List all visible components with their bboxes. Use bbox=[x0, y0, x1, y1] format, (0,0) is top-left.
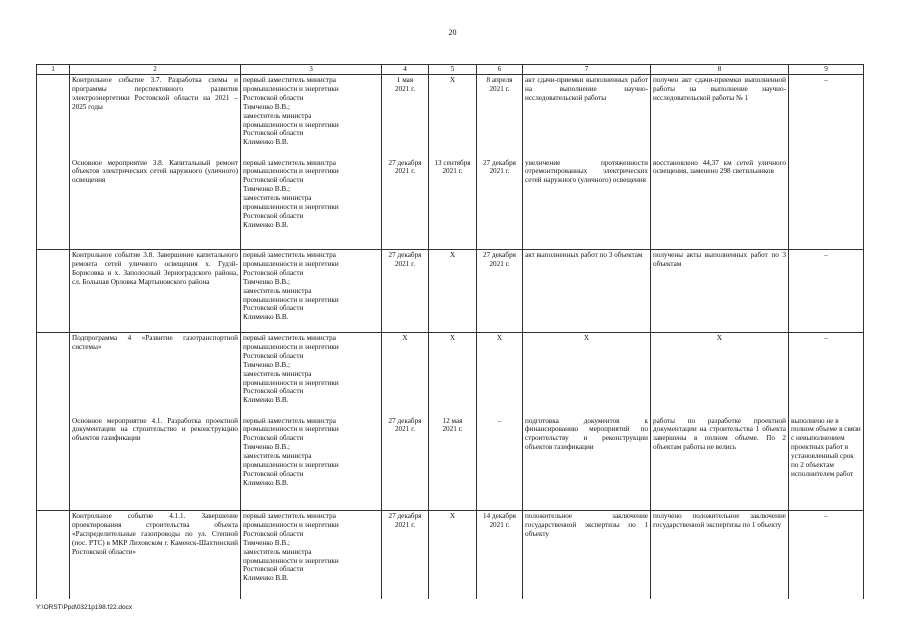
actual-end-date: 27 декабря 2021 г. bbox=[477, 158, 523, 250]
header-col-6: 6 bbox=[477, 65, 523, 75]
expected-result: подготовка документов к финансированию мероприятий по строительству и реконструкции объектов газификации bbox=[523, 416, 651, 511]
header-col-3: 3 bbox=[241, 65, 382, 75]
header-col-4: 4 bbox=[382, 65, 429, 75]
page-number: 20 bbox=[448, 28, 457, 37]
header-col-7: 7 bbox=[523, 65, 651, 75]
expected-result: увеличение протяженности отремонтированных электрических сетей наружного (уличного) освещения bbox=[523, 158, 651, 250]
achieved-result: получено положительное заключение государственной экспертизы по 1 объекту bbox=[651, 511, 789, 599]
expected-result: акт выполненных работ по 3 объектам bbox=[523, 250, 651, 333]
achieved-result: восстановлено 44,37 км сетей уличного освещения, заменено 298 светильников bbox=[651, 158, 789, 250]
header-col-5: 5 bbox=[429, 65, 477, 75]
table-row bbox=[37, 511, 864, 599]
row-number-cell bbox=[37, 250, 70, 333]
table-row bbox=[37, 416, 864, 511]
actual-start-date: 13 сентября 2021 г. bbox=[429, 158, 477, 250]
planned-date: 27 декабря 2021 г. bbox=[382, 158, 429, 250]
row-number-cell bbox=[37, 511, 70, 599]
achieved-result: работы по разработке проектной документации на строительства 1 объекта завершены в полном объеме. По 2 объектам работы не велись bbox=[651, 416, 789, 511]
table-header-row bbox=[37, 65, 864, 75]
event-name: Основное мероприятие 3.8. Капитальный ремонт объектов электрических сетей наружного (уличного) освещения bbox=[70, 158, 241, 250]
planned-date: 1 мая 2021 г. bbox=[382, 75, 429, 158]
actual-start-date: Х bbox=[429, 511, 477, 599]
achieved-result: получен акт сдачи-приемки выполненной работы на выполнение научно-исследовательской работы № 1 bbox=[651, 75, 789, 158]
row-number-cell bbox=[37, 158, 70, 250]
footer-file-path: Y:\ORST\Ppd\0321p198.f22.docx bbox=[36, 604, 133, 611]
responsible-cell: первый заместитель министра промышленности и энергетики Ростовской области Тимченко В.В.; заместитель министра промышленности и энергетики Ростовской области Клименко В.В. bbox=[241, 511, 382, 599]
responsible-cell: первый заместитель министра промышленности и энергетики Ростовской области Тимченко В.В.; заместитель министра промышленности и энергетики Ростовской области Клименко В.В. bbox=[241, 333, 382, 416]
planned-date: 27 декабря 2021 г. bbox=[382, 250, 429, 333]
header-col-1: 1 bbox=[37, 65, 70, 75]
actual-end-date: 27 декабря 2021 г. bbox=[477, 250, 523, 333]
header-col-8: 8 bbox=[651, 65, 789, 75]
achieved-result: Х bbox=[651, 333, 789, 416]
actual-end-date: – bbox=[477, 416, 523, 511]
reasons-cell bbox=[789, 158, 864, 250]
actual-end-date: 8 апреля 2021 г. bbox=[477, 75, 523, 158]
row-number-cell bbox=[37, 333, 70, 416]
row-number-cell bbox=[37, 75, 70, 158]
table-row bbox=[37, 250, 864, 333]
reasons-cell: – bbox=[789, 250, 864, 333]
expected-result: Х bbox=[523, 333, 651, 416]
planned-date: 27 декабря 2021 г. bbox=[382, 416, 429, 511]
planned-date: Х bbox=[382, 333, 429, 416]
reasons-cell: выполнено не в полном объеме в связи с невыполнением проектных работ в установленный срок по 2 объектам исполнителем работ bbox=[789, 416, 864, 511]
table-row bbox=[37, 75, 864, 158]
actual-end-date: 14 декабря 2021 г. bbox=[477, 511, 523, 599]
actual-start-date: 12 мая 2021 г. bbox=[429, 416, 477, 511]
table-row bbox=[37, 333, 864, 416]
responsible-cell: первый заместитель министра промышленности и энергетики Ростовской области Тимченко В.В.; заместитель министра промышленности и энергетики Ростовской области Клименко В.В. bbox=[241, 158, 382, 250]
expected-result: положительное заключение государственной экспертизы по 1 объекту bbox=[523, 511, 651, 599]
header-col-9: 9 bbox=[789, 65, 864, 75]
achieved-result: получены акты выполненных работ по 3 объектам bbox=[651, 250, 789, 333]
event-name: Основное мероприятие 4.1. Разработка проектной документации на строительство и реконструкцию объектов газификации bbox=[70, 416, 241, 511]
actual-start-date: Х bbox=[429, 333, 477, 416]
reasons-cell: – bbox=[789, 333, 864, 416]
event-name: Подпрограмма 4 «Развитие газотранспортной системы» bbox=[70, 333, 241, 416]
table-row bbox=[37, 158, 864, 250]
planned-date: 27 декабря 2021 г. bbox=[382, 511, 429, 599]
responsible-cell: первый заместитель министра промышленности и энергетики Ростовской области Тимченко В.В.; заместитель министра промышленности и энергетики Ростовской области Клименко В.В. bbox=[241, 75, 382, 158]
event-name: Контрольное событие 3.8. Завершение капитального ремонта сетей уличного освещения х. Гудзй-Борисовка и х. Заполосный Зерноградского района, сл. Большая Орловка Мартыновского района bbox=[70, 250, 241, 333]
actual-start-date: Х bbox=[429, 75, 477, 158]
event-name: Контрольное событие 3.7. Разработка схемы и программы перспективного развития электроэнергетики Ростовской области на 2021 – 2025 годы bbox=[70, 75, 241, 158]
event-name: Контрольное событие 4.1.1. Завершение проектирования строительства объекта «Распределительные газопроводы по ул. Степной (пос. РТС) в МКР Лиховском г. Каменск-Шахтинский Ростовской области» bbox=[70, 511, 241, 599]
report-table bbox=[36, 64, 864, 599]
actual-start-date: Х bbox=[429, 250, 477, 333]
header-col-2: 2 bbox=[70, 65, 241, 75]
reasons-cell: – bbox=[789, 75, 864, 158]
responsible-cell: первый заместитель министра промышленности и энергетики Ростовской области Тимченко В.В.; заместитель министра промышленности и энергетики Ростовской области Клименко В.В. bbox=[241, 250, 382, 333]
responsible-cell: первый заместитель министра промышленности и энергетики Ростовской области Тимченко В.В.; заместитель министра промышленности и энергетики Ростовской области Клименко В.В. bbox=[241, 416, 382, 511]
actual-end-date: Х bbox=[477, 333, 523, 416]
expected-result: акт сдачи-приемки выполненных работ на выполнение научно-исследовательской работы bbox=[523, 75, 651, 158]
row-number-cell bbox=[37, 416, 70, 511]
reasons-cell: – bbox=[789, 511, 864, 599]
